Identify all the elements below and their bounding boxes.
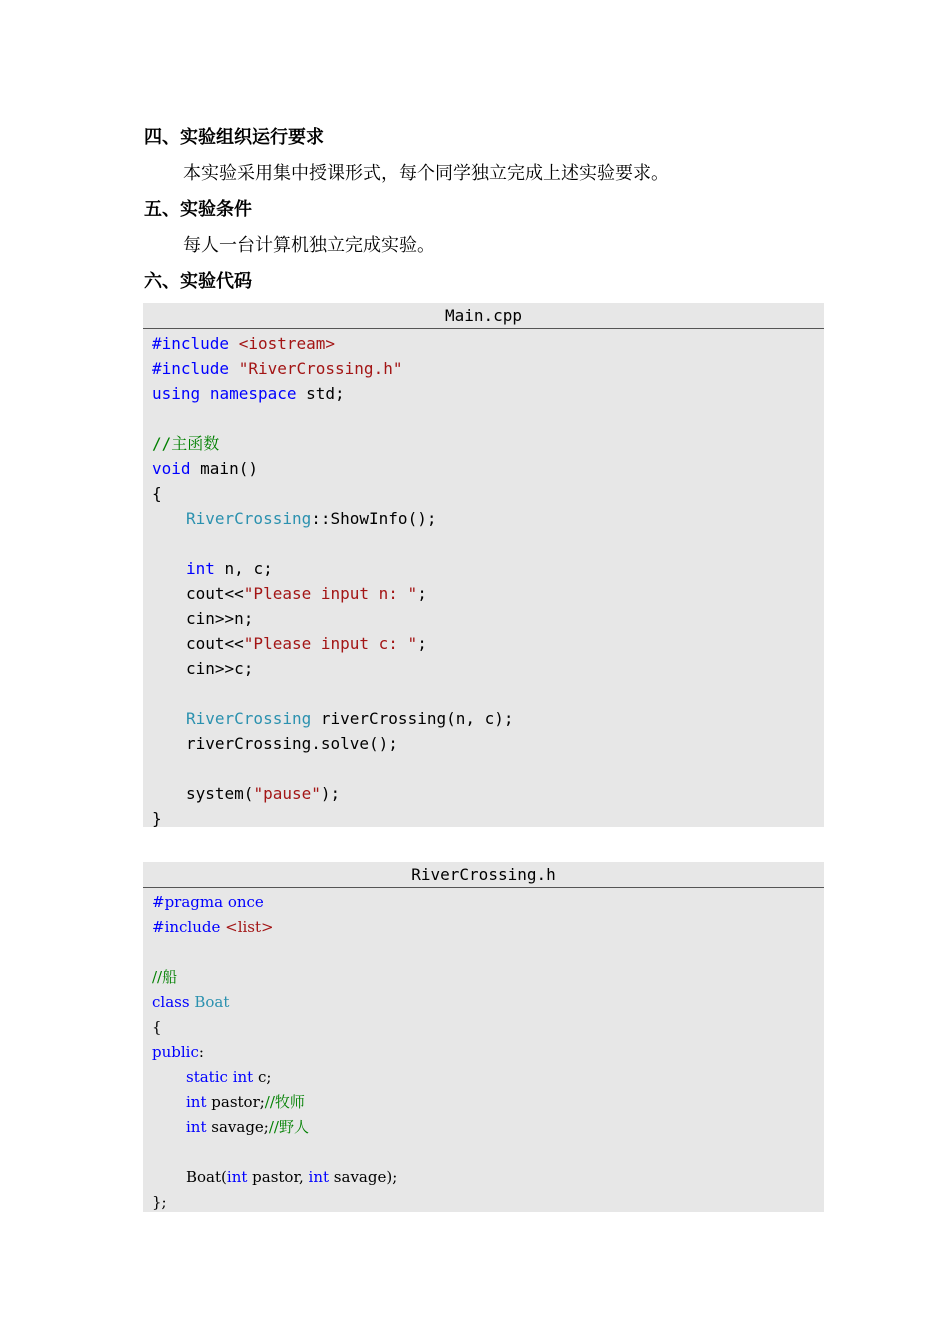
code-token: cout<< [186,584,244,603]
code-block-main-cpp [143,303,824,827]
code-token: Boat [194,993,230,1011]
code-token: pastor, [247,1168,309,1186]
code-token: } [152,809,162,828]
code-block-title: RiverCrossing.h [143,862,824,888]
section-4-heading: 四、实验组织运行要求 [144,127,324,148]
code-line [152,481,824,506]
code-line [152,731,824,756]
code-line [152,781,824,806]
code-token: : [198,1043,204,1061]
code-token: ); [320,784,341,803]
code-line-blank [152,940,824,965]
code-token: cout<< [186,634,244,653]
code-token: cin>>c; [186,659,254,678]
code-token: void [152,459,191,478]
code-line [152,581,824,606]
code-token: #pragma once [152,893,264,911]
code-token: int [186,1093,207,1111]
code-line [152,806,824,831]
code-line [152,915,824,940]
code-line [152,1190,824,1215]
code-comment: //船 [152,968,178,986]
code-token: savage); [329,1168,398,1186]
code-line [152,1115,824,1140]
code-line [152,965,824,990]
code-token: <list> [225,918,274,936]
code-token: class [152,993,190,1011]
code-line [152,1040,824,1065]
code-line-blank [152,531,824,556]
section-4-text: 本实验采用集中授课形式，每个同学独立完成上述实验要求。 [183,163,669,184]
code-token: "RiverCrossing.h" [238,359,403,378]
code-body [143,888,824,1215]
section-6-heading: 六、实验代码 [144,271,252,292]
code-token: int [186,559,215,578]
code-token: "pause" [253,784,321,803]
code-token: n, c; [214,559,273,578]
code-line [152,990,824,1015]
code-line [152,356,824,381]
code-comment: //主函数 [152,434,220,453]
code-token: namespace [209,384,297,403]
code-token: using [152,384,201,403]
code-comment: //牧师 [264,1093,305,1111]
code-token: std; [296,384,345,403]
code-token: Boat( [186,1168,227,1186]
code-line [152,656,824,681]
code-token: int [226,1168,248,1186]
code-line [152,1015,824,1040]
code-token: ; [417,634,427,653]
code-token: #include [152,918,226,936]
code-line [152,606,824,631]
code-line [152,456,824,481]
code-line [152,556,824,581]
code-line [152,1090,824,1115]
code-line [152,631,824,656]
code-token: }; [152,1193,167,1211]
code-line [152,506,824,531]
section-5-heading: 五、实验条件 [144,199,252,220]
code-token: "Please input n: " [243,584,418,603]
code-token: { [152,1018,162,1036]
code-token: RiverCrossing [186,709,312,728]
code-comment: //野人 [268,1118,309,1136]
code-token: pastor; [206,1093,265,1111]
code-token [200,384,210,403]
code-token: riverCrossing(n, c); [311,709,514,728]
code-line [152,431,824,456]
code-token: int [232,1068,254,1086]
code-block-title: Main.cpp [143,303,824,329]
code-token: int [186,1118,207,1136]
code-line [152,331,824,356]
code-line [152,1165,824,1190]
code-token: system( [186,784,254,803]
code-token: static [186,1068,228,1086]
code-token: "Please input c: " [243,634,418,653]
code-line [152,890,824,915]
section-5-text: 每人一台计算机独立完成实验。 [183,235,435,256]
code-token: cin>>n; [186,609,254,628]
code-line-blank [152,756,824,781]
code-body [143,329,824,831]
code-line [152,1065,824,1090]
code-token: riverCrossing.solve(); [186,734,398,753]
code-line-blank [152,681,824,706]
code-line [152,706,824,731]
code-token: c; [253,1068,272,1086]
code-token: #include [152,334,239,353]
code-token: int [308,1168,330,1186]
code-token: RiverCrossing [186,509,312,528]
code-token: main() [190,459,258,478]
code-token: public [152,1043,199,1061]
code-line-blank [152,406,824,431]
code-token: #include [152,359,239,378]
code-block-rivercrossing-h [143,862,824,1212]
code-line-blank [152,1140,824,1165]
code-token: savage; [206,1118,269,1136]
code-token: ::ShowInfo(); [311,509,437,528]
code-token: { [152,484,162,503]
code-token: <iostream> [238,334,336,353]
code-token: ; [417,584,427,603]
code-line [152,381,824,406]
